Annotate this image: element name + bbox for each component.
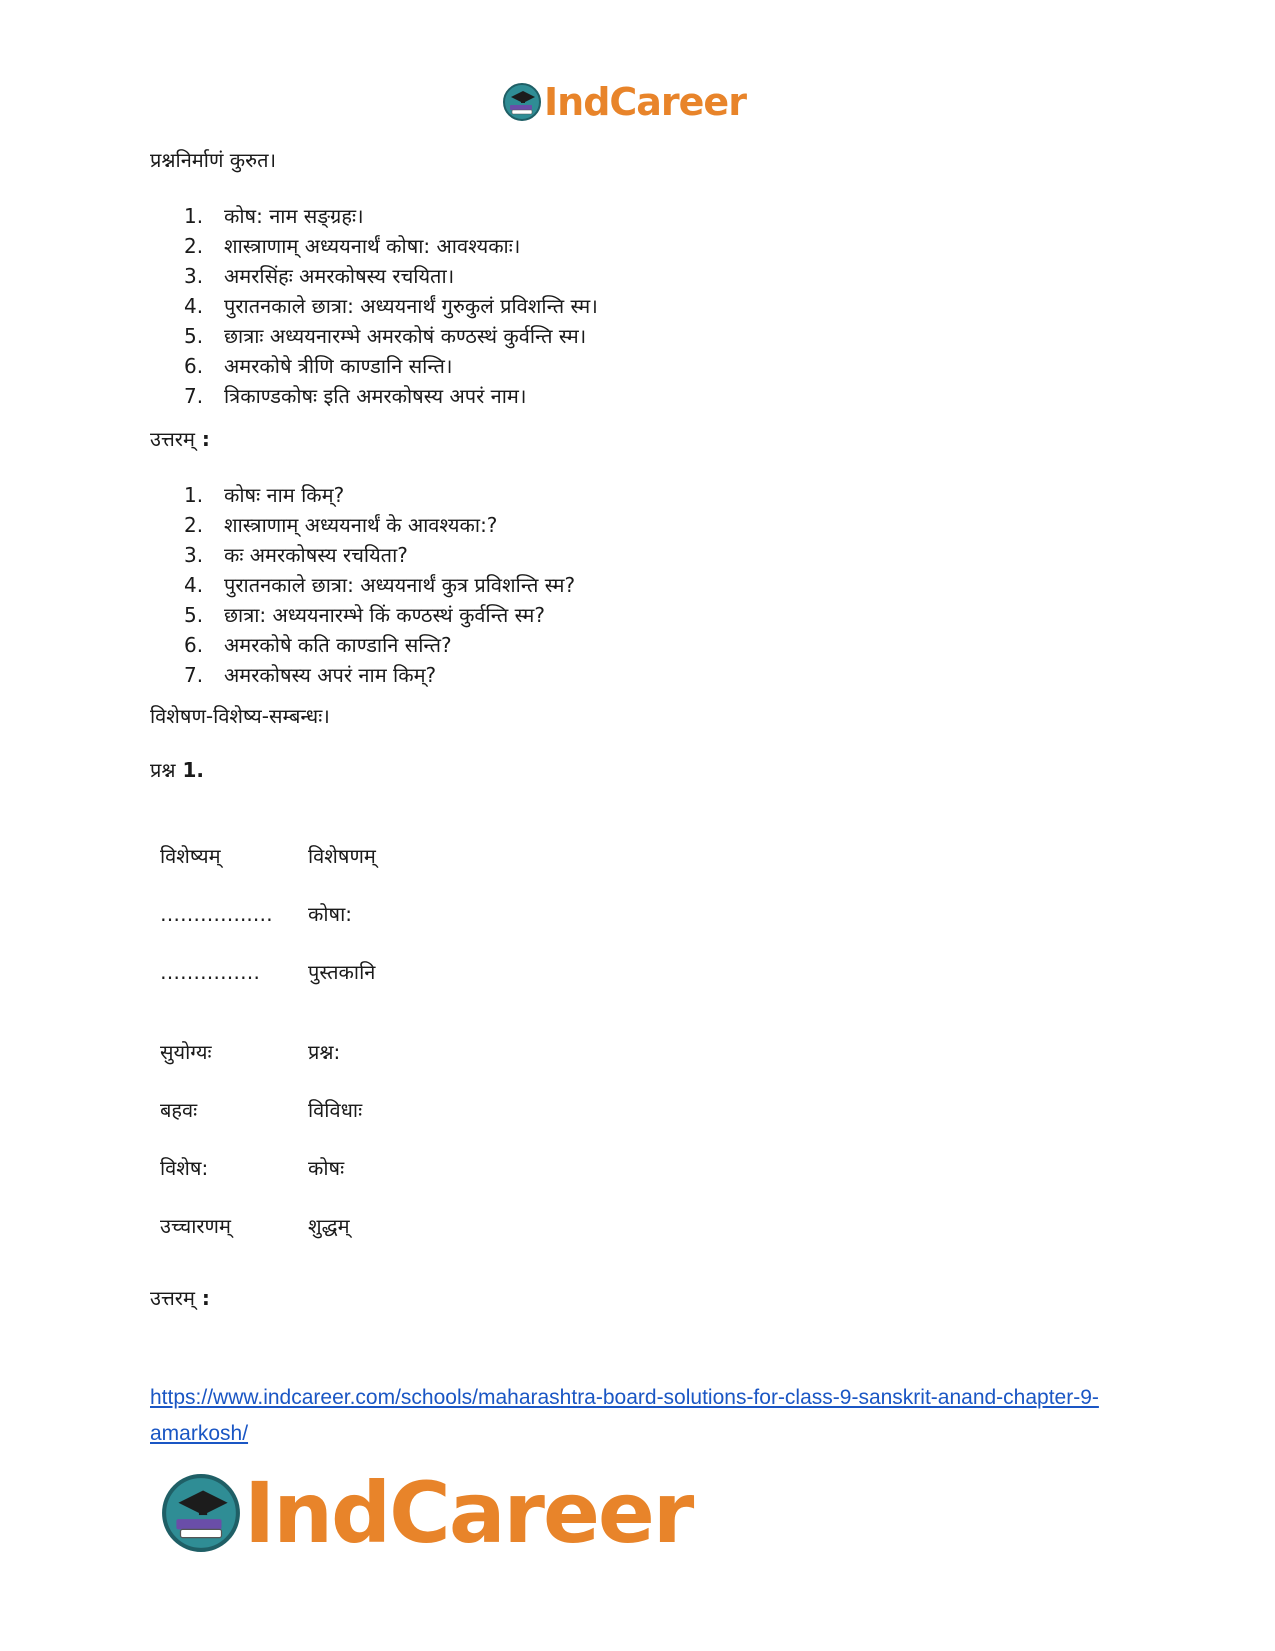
table-cell: प्रश्न: [308,1040,341,1064]
table-header-cell: विशेषणम् [308,844,376,868]
list-item-text: पुरातनकाले छात्रा: अध्ययनार्थं गुरुकुलं प्रविशन्ति स्म। [224,294,598,318]
table-row [150,900,388,958]
list-item-text: अमरकोषस्य अपरं नाम किम्? [224,663,437,687]
list-item-number: 6. [184,633,204,657]
header-logo[interactable] [502,78,746,126]
list-item [150,351,598,381]
list-item-number: 2. [184,513,204,537]
list-item [150,381,598,411]
list-item-number: 7. [184,663,204,687]
list-item [150,600,575,630]
table-cell: …………..… [160,902,273,926]
table-row [150,1096,388,1154]
table-cell: बहवः [160,1098,198,1122]
table-cell: शुद्धम् [308,1214,350,1238]
list-item [150,321,598,351]
answer-heading: उत्तरम् : [150,1286,210,1310]
list-item [150,570,575,600]
list-item [150,510,575,540]
list-item-number: 3. [184,264,204,288]
table-row [150,1154,388,1212]
footer-logo[interactable] [160,1464,693,1562]
statement-list [150,201,598,411]
list-item-number: 3. [184,543,204,567]
table-row [150,958,388,1038]
table-row [150,1038,388,1096]
list-item [150,231,598,261]
table-cell: विविधाः [308,1098,363,1122]
list-item-number: 4. [184,294,204,318]
list-item-number: 5. [184,324,204,348]
list-item-number: 5. [184,603,204,627]
answer-heading: उत्तरम् : [150,427,210,451]
list-item-text: शास्त्राणाम् अध्ययनार्थं कोषा: आवश्यकाः। [224,234,521,258]
table-cell: …………… [160,960,260,984]
list-item-number: 1. [184,483,204,507]
list-item-number: 4. [184,573,204,597]
logo-wordmark: IndCareer [244,1464,693,1562]
source-url-link[interactable]: https://www.indcareer.com/schools/maharashtra-board-solutions-for-class-9-sanskrit-anand-chapter-9-amarkosh/ [150,1386,1099,1445]
table-cell: उच्चारणम् [160,1214,231,1238]
graduation-book-icon [160,1472,242,1554]
table-header-row [150,842,388,900]
table-header-cell: विशेष्यम् [160,844,221,868]
list-item-text: अमरकोषे त्रीणि काण्डानि सन्ति। [224,354,453,378]
table-cell: कोषः [308,1156,345,1180]
question-list [150,480,575,690]
list-item-text: छात्रा: अध्ययनारम्भे किं कण्ठस्थं कुर्वन्ति स्म? [224,603,546,627]
list-item [150,291,598,321]
list-item-number: 6. [184,354,204,378]
table-cell: सुयोग्यः [160,1040,212,1064]
list-item [150,261,598,291]
list-item-number: 1. [184,204,204,228]
list-item [150,480,575,510]
table-cell: कोषा: [308,902,353,926]
list-item-number: 7. [184,384,204,408]
logo-wordmark: IndCareer [544,80,746,124]
list-item [150,540,575,570]
list-item-text: पुरातनकाले छात्रा: अध्ययनार्थं कुत्र प्रविशन्ति स्म? [224,573,576,597]
list-item-text: शास्त्राणाम् अध्ययनार्थं के आवश्यका:? [224,513,498,537]
list-item [150,201,598,231]
list-item-text: अमरकोषे कति काण्डानि सन्ति? [224,633,452,657]
table-cell: पुस्तकानि [308,960,376,984]
list-item-number: 2. [184,234,204,258]
list-item-text: कोष: नाम सङ्ग्रहः। [224,204,364,228]
list-item-text: कोषः नाम किम्? [224,483,345,507]
table-cell: विशेष: [160,1156,209,1180]
list-item-text: कः अमरकोषस्य रचयिता? [224,543,408,567]
list-item [150,660,575,690]
section-heading-question-making: प्रश्ननिर्माणं कुरुत। [150,148,277,172]
list-item-text: त्रिकाण्डकोषः इति अमरकोषस्य अपरं नाम। [224,384,527,408]
list-item [150,630,575,660]
question-number-label: प्रश्न 1. [150,758,205,782]
list-item-text: छात्राः अध्ययनारम्भे अमरकोषं कण्ठस्थं कुर्वन्ति स्म। [224,324,587,348]
list-item-text: अमरसिंहः अमरकोषस्य रचयिता। [224,264,455,288]
adjective-noun-table [150,842,388,1270]
table-row [150,1212,388,1270]
graduation-book-icon [502,82,542,122]
section-heading-adjective-noun: विशेषण-विशेष्य-सम्बन्धः। [150,704,330,728]
